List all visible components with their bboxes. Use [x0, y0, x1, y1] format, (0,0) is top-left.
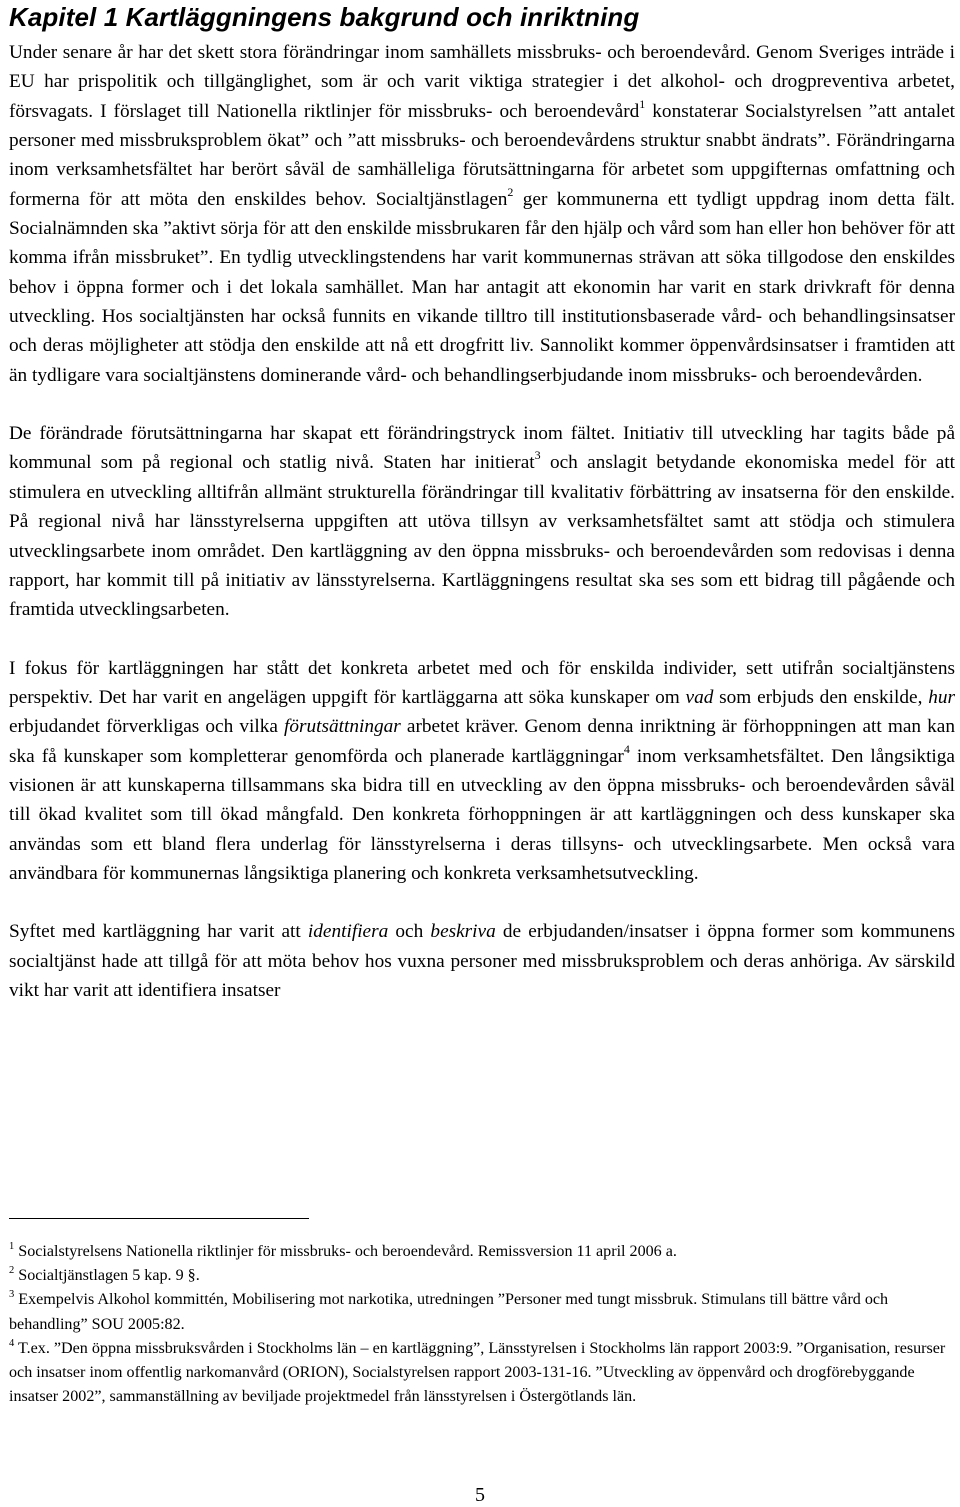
- footnote-number: 1: [9, 1241, 15, 1252]
- footnote-ref-2: 2: [507, 184, 514, 199]
- footnote-ref-1: 1: [639, 96, 646, 111]
- document-page: [9, 0, 955, 1005]
- paragraph-focus: [9, 654, 955, 889]
- footnote-ref-4: 4: [623, 741, 630, 756]
- text-run: konstaterar Socialstyrelsen ”att antalet personer med missbruksproblem ökat” och ”att missbruks- och beroendevårdens struktur snabbt ändrats”. Förändringarna inom verksamhetsfältet har berört såväl de samhälleliga förutsättningarna för arbetet som uppgifternas omfattning och formerna för att möta den enskildes behov. Socialtjänstlagen: [9, 100, 955, 210]
- emphasis-vad: vad: [685, 686, 714, 708]
- text-run: Syftet med kartläggning har varit att: [9, 921, 308, 943]
- footnotes: [9, 1240, 955, 1409]
- footnote-number: 4: [9, 1337, 15, 1349]
- text-run: erbjudandet förverkligas och vilka: [9, 716, 285, 738]
- emphasis-identifiera: identifiera: [307, 921, 389, 943]
- page-number: 5: [475, 1484, 485, 1506]
- chapter-heading: Kapitel 1 Kartläggningens bakgrund och inriktning: [9, 2, 640, 32]
- text-run: och anslagit betydande ekonomiska medel för att stimulera en utveckling alltifrån allmänt strukturella förändringar till kvalitativ förbättring av insatserna för den enskilde. På regional nivå har länsstyrelserna uppgiften att utöva tillsyn av verksamhetsfältet samt att stödja och stimulera utvecklingsarbete inom området. Den kartläggning av den öppna missbruks- och beroendevården som redovisas i denna rapport, har kommit till på initiativ av länsstyrelserna. Kartläggningens resultat ska ses som ett bidrag till pågående och framtida utvecklingsarbeten.: [9, 452, 955, 621]
- footnote-text: T.ex. ”Den öppna missbruksvården i Stockholms län – en kartläggning”, Länsstyrelsen i Stockholms län rapport 2003:9. ”Organisation, resurser och insatser inom offentlig narkomanvård (ORION), Socialstyrelsen rapport 2003-131-16. ”Utveckling av öppenvård och drogförebyggande insatser 2002”, sammanställning av beviljade projektmedel från länsstyrelsen i Östergötlands län.: [9, 1339, 946, 1406]
- footnote-text: Socialtjänstlagen 5 kap. 9 §.: [14, 1267, 200, 1285]
- text-run: I fokus för kartläggningen har stått det konkreta arbetet med och för enskilda individer, sett utifrån socialtjänstens perspektiv. Det har varit en angelägen uppgift för kartläggarna att söka kunskaper om: [9, 657, 955, 708]
- footnote-text: Exempelvis Alkohol kommittén, Mobilisering mot narkotika, utredningen ”Personer med tungt missbruk. Stimulans till bättre vård och behandling” SOU 2005:82.: [9, 1291, 889, 1333]
- text-run: ger kommunerna ett tydligt uppdrag inom detta fält. Socialnämnden ska ”aktivt sörja för att den enskilde missbrukaren får den hjälp och vård som han eller hon behöver för att komma ifrån missbruket”. En tydlig utvecklingstendens har varit kommunernas strävan att söka tillgodose den enskildes behov i öppna former och i det lokala samhället. Man har antagit att ekonomin har varit en stark drivkraft för denna utveckling. Hos socialtjänsten har också funnits en vikande tilltro till institutionsbaserade vård- och behandlingsinsatser och deras möjligheter att stödja den enskilde att nå ett drogfritt liv. Sannolikt kommer öppenvårdsinsatser i framtiden att än tydligare vara socialtjänstens dominerande vård- och behandlingserbjudande inom missbruks- och beroendevården.: [9, 188, 955, 386]
- emphasis-hur: hur: [928, 686, 955, 708]
- text-run: de erbjudanden/insatser i öppna former som kommunens socialtjänst hade att tillgå för att möta behov hos vuxna personer med missbruksproblem och deras anhöriga. Av särskild vikt har varit att identifiera insatser: [9, 921, 955, 1001]
- paragraph-initiatives: [9, 419, 955, 624]
- paragraph-purpose: [9, 917, 955, 1005]
- text-run: De förändrade förutsättningarna har skapat ett förändringstryck inom fältet. Initiativ till utveckling har tagits både på kommunal som på regional och statlig nivå. Staten har initierat: [9, 423, 955, 474]
- emphasis-beskriva: beskriva: [430, 921, 496, 943]
- footnote-separator: [9, 1218, 309, 1219]
- text-run: arbetet kräver. Genom denna inriktning är förhoppningen att man kan ska få kunskaper som kompletterar genomförda och planerade kartläggningar: [9, 716, 956, 767]
- footnote-text: Socialstyrelsens Nationella riktlinjer för missbruks- och beroendevård. Remissversion 11 april 2006 a.: [14, 1243, 677, 1260]
- footnote-number: 2: [9, 1265, 15, 1277]
- footnote-4: [9, 1337, 955, 1410]
- footnote-2: [9, 1264, 955, 1288]
- paragraph-background: [9, 38, 955, 390]
- text-run: som erbjuds den enskilde,: [713, 686, 929, 708]
- footnote-number: 3: [9, 1289, 15, 1301]
- footnote-3: [9, 1288, 955, 1336]
- footnote-1: [9, 1240, 955, 1264]
- text-run: inom verksamhetsfältet. Den långsiktiga visionen är att kunskaperna tillsammans ska bidra till en utveckling av den öppna missbruks- och beroendevården såväl till ökad kvalitet som till ökad mångfald. Den konkreta förhoppningen är att kartläggningen och dess kunskaper ska användas som ett bland flera underlag för länsstyrelserna i deras tillsyns- och utvecklingsarbete. Men också vara användbara för kommunernas långsiktiga planering och konkreta verksamhetsutveckling.: [9, 745, 955, 884]
- text-run: och: [388, 921, 431, 943]
- text-run: Under senare år har det skett stora förändringar inom samhällets missbruks- och beroendevård. Genom Sveriges inträde i EU har prispolitik och tillgänglighet, som är och varit viktiga strategier i det alkohol- och drogpreventiva arbetet, försvagats. I förslaget till Nationella riktlinjer för missbruks- och beroendevård: [9, 42, 955, 122]
- footnote-ref-3: 3: [534, 448, 541, 463]
- emphasis-forutsattningar: förutsättningar: [284, 716, 401, 738]
